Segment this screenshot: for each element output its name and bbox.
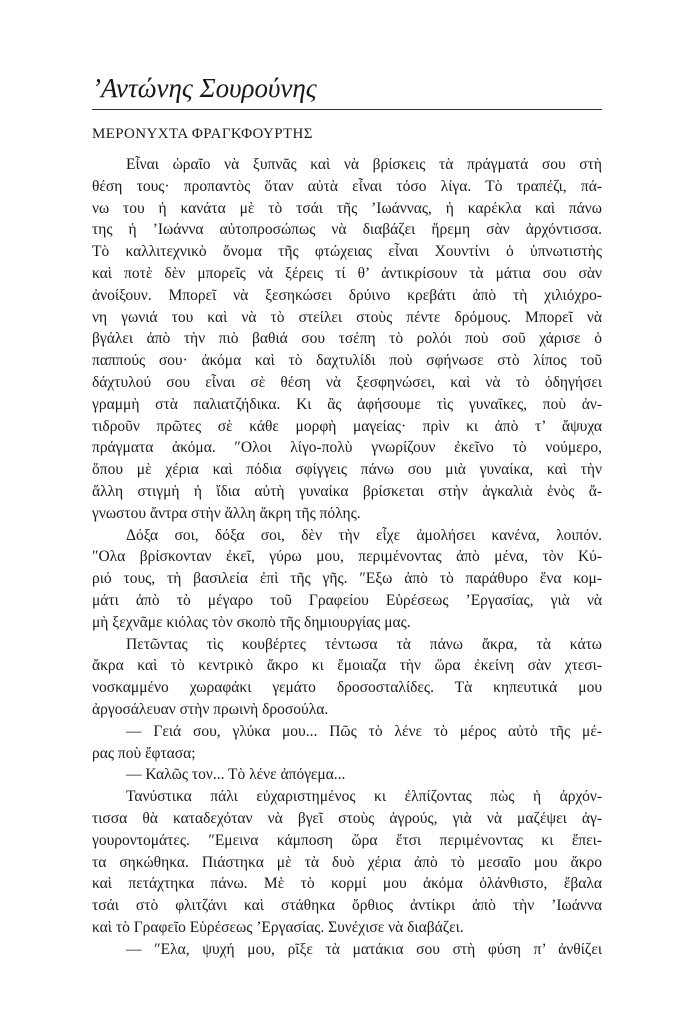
story-body: [92, 154, 602, 960]
text-line: Τὸ καλλιτεχνικὸ ὄνομα τῆς φτώχειας εἶναι Χουντίνι ὁ ὑπνωτιστὴς: [92, 243, 602, 261]
text-line: Τανύστικα πάλι εὐχαριστημένος κι ἐλπίζοντας πὼς ἡ ἀρχόν-: [126, 788, 602, 806]
story-title: ΜΕΡΟΝΥΧΤΑ ΦΡΑΓΚΦΟΥΡΤΗΣ: [92, 126, 313, 142]
text-line: — Καλῶς τον... Τὸ λένε ἀπόγεμα...: [126, 766, 346, 784]
text-line: ὅπου μὲ χέρια καὶ πόδια σφίγγεις πάνω σου μιὰ γυναίκα, καὶ τὴν: [92, 461, 602, 479]
text-line: Πετῶντας τὶς κουβέρτες τέντωσα τὰ πάνω ἄκρα, τὰ κάτω: [126, 635, 602, 653]
text-line: δάχτυλού σου εἶναι σὲ θέση νὰ ξεσφηνώσει, καὶ νὰ τὸ ὁδηγήσει: [92, 373, 602, 391]
text-line: μὴ ξεχνᾶμε κιόλας τὸν σκοπὸ τῆς δημιουργίας μας.: [92, 613, 411, 631]
text-line: καὶ πετάχτηκα πάνω. Μὲ τὸ κορμί μου ἀκόμα ὀλάνθιστο, ἔβαλα: [92, 875, 602, 893]
text-line: ″Ολα βρίσκονταν ἐκεῖ, γύρω μου, περιμένοντας ἀπὸ μένα, τὸν Κύ-: [92, 548, 602, 566]
author-name: ’Αντώνης Σουρούνης: [92, 73, 317, 103]
text-line: μάτι ἀπὸ τὸ μέγαρο τοῦ Γραφείου Εὑρέσεως ’Εργασίας, γιὰ νὰ: [92, 591, 602, 609]
text-line: καὶ ποτὲ δὲν μπορεῖς νὰ ξέρεις τί θ’ ἀντικρίσουν τὰ μάτια σου σὰν: [92, 264, 602, 282]
text-line: — Γειά σου, γλύκα μου... Πῶς τὸ λένε τὸ μέρος αὐτὸ τῆς μέ-: [126, 722, 602, 740]
text-line: Δόξα σοι, δόξα σοι, δὲν τὴν εἶχε ἀμολήσει κανένα, λοιπόν.: [126, 526, 602, 544]
text-line: τα σηκώθηκα. Πιάστηκα μὲ τὰ δυὸ χέρια ἀπὸ τὸ μεσαῖο μου ἄκρο: [92, 853, 602, 871]
text-line: τιδροῦν πρῶτες σὲ κάθε μορφὴ μαγείας· πρὶν κι ἀπὸ τ’ ἄψυχα: [92, 417, 602, 435]
text-line: γραμμὴ στὰ παλιατζήδικα. Κι ἂς ἀφήσουμε τὶς γυναῖκες, ποὺ ἀν-: [92, 395, 602, 413]
text-line: ρας ποὺ ἔφτασα;: [92, 744, 196, 762]
text-line: ἀργοσάλευαν στὴν πρωινὴ δροσούλα.: [92, 700, 329, 718]
header-rule: [92, 109, 602, 110]
text-line: νη γωνιά του καὶ νὰ τὸ στείλει στοὺς πέντε δρόμους. Μπορεῖ νὰ: [92, 308, 602, 326]
text-line: παππούς σου· ἀκόμα καὶ τὸ δαχτυλίδι ποὺ σφήνωσε στὸ λίπος τοῦ: [92, 352, 602, 370]
text-line: γουροντομάτες. ″Εμεινα κάμποση ὥρα ἔτσι περιμένοντας κι ἔπει-: [92, 831, 602, 849]
text-line: καὶ τὸ Γραφεῖο Εὑρέσεως ’Εργασίας. Συνέχισε νὰ διαβάζει.: [92, 918, 464, 936]
text-line: βγάλει ἀπὸ τὴν πιὸ βαθιά σου τσέπη τὸ ρολόι ποὺ σοῦ χάρισε ὁ: [92, 330, 602, 348]
text-line: ἄλλη στιγμὴ ἡ ἴδια αὐτὴ γυναίκα βρίσκεται στὴν ἀγκαλιὰ ἑνὸς ἄ-: [92, 482, 602, 500]
text-line: ἄκρα καὶ τὸ κεντρικὸ ἄκρο κι ἔμοιαζα τὴν ὥρα ἐκείνη σὰν χτεσι-: [92, 657, 602, 675]
text-line: νω του ἡ κανάτα μὲ τὸ τσάι τῆς ’Ιωάννας, ἡ καρέκλα καὶ πάνω: [92, 199, 602, 217]
text-line: τισσα θὰ καταδεχόταν νὰ βγεῖ στοὺς ἀγρούς, γιὰ νὰ μαζέψει ἀγ-: [92, 809, 602, 827]
text-line: ριό τους, τὴ βασιλεία ἐπὶ τῆς γῆς. ″Εξω ἀπὸ τὸ παράθυρο ἕνα κομ-: [92, 570, 602, 588]
text-line: θέση τους· προπαντὸς ὅταν αὐτὰ εἶναι τόσο λίγα. Τὸ τραπέζι, πά-: [92, 177, 602, 195]
text-line: ἀνοίξουν. Μπορεῖ νὰ ξεσηκώσει δρύινο κρεβάτι ἀπὸ τὴ χιλιόχρο-: [92, 286, 602, 304]
text-line: γνωστου ἄντρα στὴν ἄλλη ἄκρη τῆς πόλης.: [92, 504, 361, 522]
text-line: της ἡ ’Ιωάννα αὐτοπροσώπως νὰ διαβάζει ἤρεμη σὰν ἀρχόντισσα.: [92, 221, 602, 239]
text-line: — ″Ελα, ψυχή μου, ρῖξε τὰ ματάκια σου στὴ φύση π’ ἀνθίζει: [126, 940, 602, 958]
text-line: τσάι στὸ φλιτζάνι καὶ στάθηκα ὄρθιος ἀντίκρι ἀπὸ τὴν ’Ιωάννα: [92, 897, 602, 915]
text-line: πράγματα ἀκόμα. ″Ολοι λίγο-πολὺ γνωρίζουν ἐκεῖνο τὸ νούμερο,: [92, 439, 602, 457]
text-line: Εἶναι ὡραῖο νὰ ξυπνᾶς καὶ νὰ βρίσκεις τὰ πράγματά σου στὴ: [126, 156, 602, 173]
text-line: νοσκαμμένο χωραφάκι γεμάτο δροσοσταλίδες. Τὰ κηπευτικά μου: [92, 679, 602, 697]
